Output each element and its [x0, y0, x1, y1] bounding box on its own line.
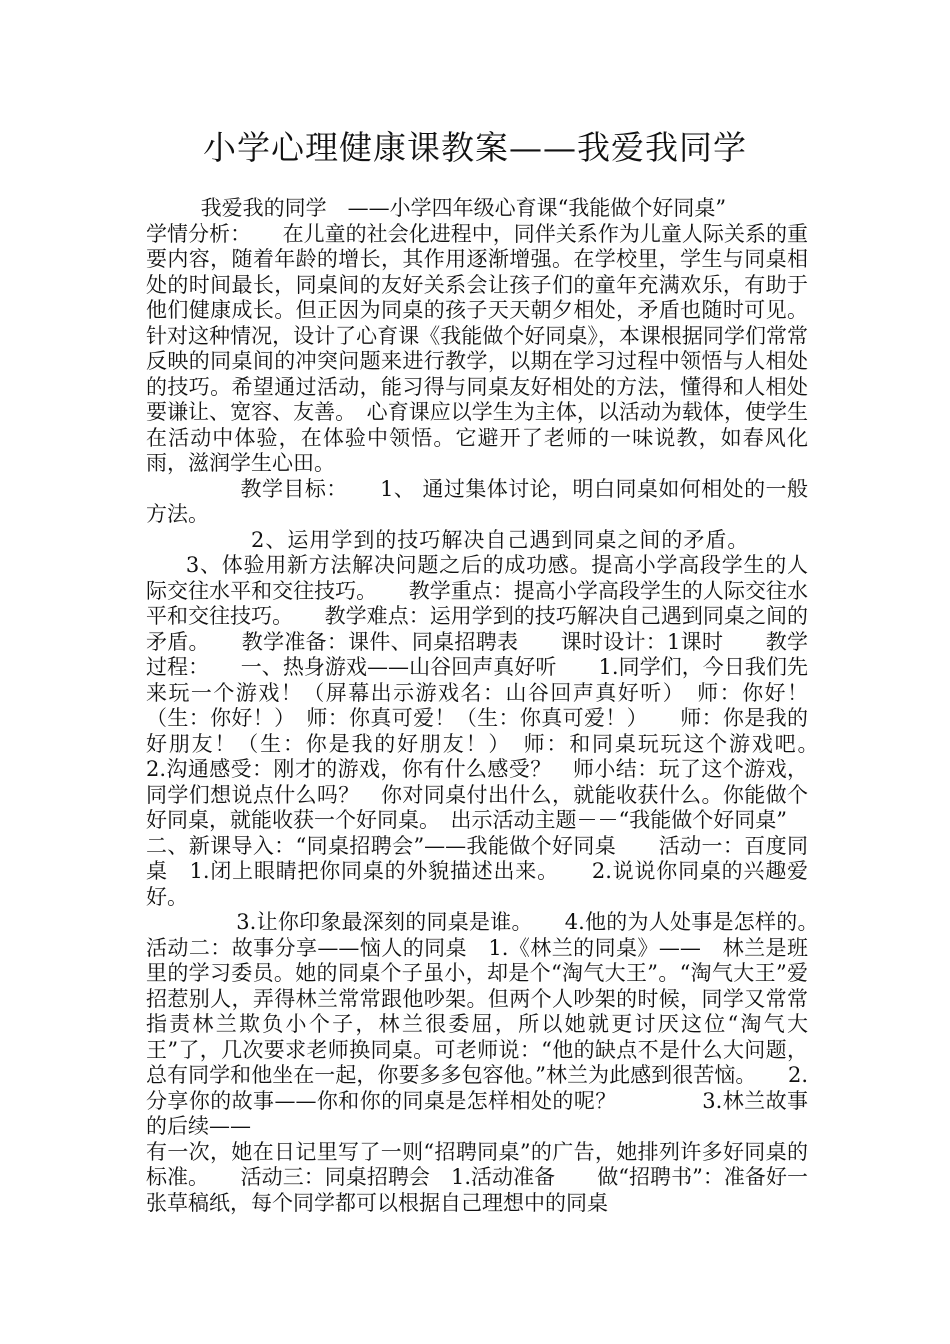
objectives-paragraph: 教学目标： 1、 通过集体讨论，明白同桌如何相处的一般方法。 [146, 476, 808, 526]
subtitle-paragraph: 我爱我的同学 ——小学四年级心育课“我能做个好同桌” [200, 196, 727, 220]
document-title: 小学心理健康课教案——我爱我同学 [203, 128, 747, 167]
activity-two-paragraph: 3.让你印象最深刻的同桌是谁。 4.他的为人处事是怎样的。 活动二：故事分享——恼人的同桌 1.《林兰的同桌》—— 林兰是班里的学习委员。她的同桌个子虽小，却是个“淘气大王”。“淘气大王”爱招惹别人，弄得林兰常常跟他吵架。但两个人吵架的时候，同学又常常指责林兰欺负小个子，林兰很委屈，所以她就更讨厌这位“淘气大王”了，几次要求老师换同桌。可老师说：“他的缺点不是什么大问题，总有同学和他坐在一起，你要多多包容他。”林兰为此感到很苦恼。 2.分享你的故事——你和你的同桌是怎样相处的呢？ 3.林兰故事的后续—— [146, 910, 850, 1138]
activity-three-paragraph: 有一次，她在日记里写了一则“招聘同桌”的广告，她排列许多好同桌的标准。 活动三：同桌招聘会 1.活动准备 做“招聘书”：准备好一张草稿纸，每个同学都可以根据自己理想中的同桌 [146, 1139, 808, 1215]
analysis-paragraph: 学情分析： 在儿童的社会化进程中，同伴关系作为儿童人际关系的重要内容，随着年龄的增长，其作用逐渐增强。在学校里，学生与同桌相处的时间最长，同桌间的友好关系会让孩子们的童年充满欢乐，有助于他们健康成长。但正因为同桌的孩子天天朝夕相处，矛盾也随时可见。针对这种情况，设计了心育课《我能做个好同桌》，本课根据同学们常常反映的同桌间的冲突问题来进行教学，以期在学习过程中领悟与人相处的技巧。希望通过活动，能习得与同桌友好相处的方法，懂得和人相处要谦让、宽容、友善。 心育课应以学生为主体，以活动为载体，使学生在活动中体验，在体验中领悟。它避开了老师的一味说教，如春风化雨，滋润学生心田。 [146, 221, 808, 475]
process-paragraph: 3、体验用新方法解决问题之后的成功感。提高小学高段学生的人际交往水平和交往技巧。 教学重点：提高小学高段学生的人际交往水平和交往技巧。 教学难点：运用学到的技巧解决自己遇到同桌之间的矛盾。 教学准备：课件、同桌招聘表 课时设计：1课时 教学过程： 一、热身游戏——山谷回声真好听 1.同学们，今日我们先来玩一个游戏！（屏幕出示游戏名：山谷回声真好听） 师：你好！（生：你好！） 师：你真可爱！（生：你真可爱！） 师：你是我的好朋友！（生：你是我的好朋友！） 师：和同桌玩玩这个游戏吧。 2.沟通感受：刚才的游戏，你有什么感受？ 师小结：玩了这个游戏，同学们想说点什么吗？ 你对同桌付出什么，就能收获什么。你能做个好同桌，就能收获一个好同桌。 出示活动主题－－“我能做个好同桌” [146, 553, 850, 832]
new-lesson-paragraph: 二、新课导入：“同桌招聘会”——我能做个好同桌 活动一：百度同桌 1.闭上眼睛把你同桌的外貌描述出来。 2.说说你同桌的兴趣爱好。 [146, 833, 808, 909]
document-body [146, 196, 850, 1216]
objective-2-paragraph: 2、运用学到的技巧解决自己遇到同桌之间的矛盾。 [251, 527, 750, 552]
